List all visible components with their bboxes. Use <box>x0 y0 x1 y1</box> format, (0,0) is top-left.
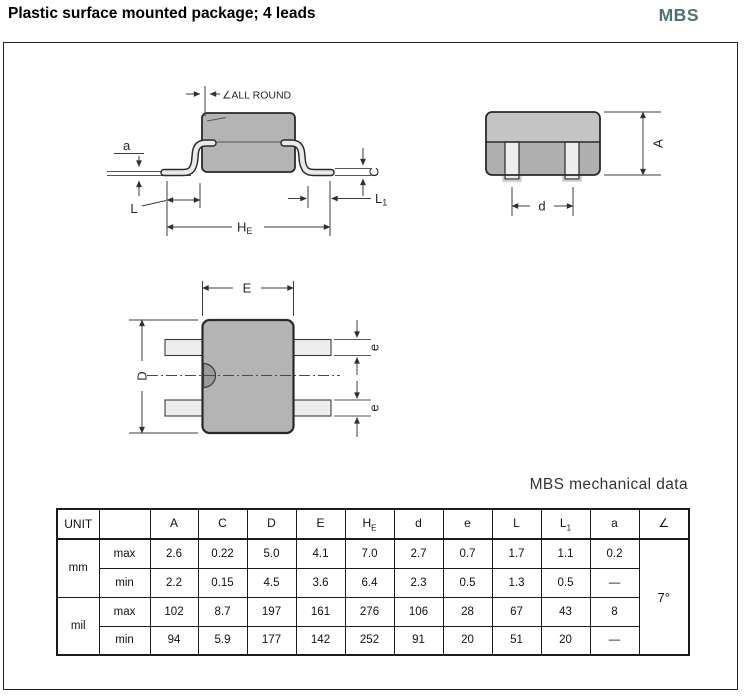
lead-top-view <box>293 340 331 356</box>
side-view <box>107 86 387 236</box>
limit-cell: min <box>99 626 150 655</box>
table-cell: 3.6 <box>296 568 345 597</box>
table-cell: 2.3 <box>394 568 443 597</box>
table-cell: 1.7 <box>492 539 541 568</box>
col-header: L <box>492 509 541 539</box>
table-row <box>57 626 689 655</box>
table-cell: 0.5 <box>541 568 590 597</box>
table-cell: 6.4 <box>345 568 394 597</box>
dim-e-bottom <box>334 381 382 437</box>
table-cell: 8 <box>590 597 639 626</box>
table-cell: 106 <box>394 597 443 626</box>
lead-front <box>505 142 519 179</box>
label-L1: L1 <box>375 191 388 208</box>
table-cell: 94 <box>150 626 198 655</box>
table-cell: 102 <box>150 597 198 626</box>
table-row <box>57 539 689 568</box>
table-cell: 0.2 <box>590 539 639 568</box>
lead-top-view <box>165 340 203 356</box>
table-cell: 1.1 <box>541 539 590 568</box>
table-cell: 142 <box>296 626 345 655</box>
lead-top-view <box>293 400 331 416</box>
label-A: A <box>650 139 666 148</box>
table-cell: — <box>590 626 639 655</box>
table-caption: MBS mechanical data <box>529 476 688 493</box>
lead-top-view <box>165 400 203 416</box>
dim-HE <box>167 181 330 236</box>
col-header: C <box>198 509 247 539</box>
table-cell: 2.2 <box>150 568 198 597</box>
col-header: E <box>296 509 345 539</box>
table-cell: 28 <box>443 597 492 626</box>
label-e: e <box>366 404 382 412</box>
mechanical-data-table <box>56 508 690 656</box>
page-title: Plastic surface mounted package; 4 leads <box>8 5 316 22</box>
blank-header <box>99 509 150 539</box>
label-d: d <box>538 198 546 214</box>
dim-e-top <box>334 320 382 375</box>
table-row <box>57 597 689 626</box>
end-view <box>486 112 666 216</box>
col-header: A <box>150 509 198 539</box>
dim-C <box>335 148 382 196</box>
table-cell: 177 <box>247 626 296 655</box>
table-cell: 7.0 <box>345 539 394 568</box>
table-header-row <box>57 509 689 539</box>
table-cell: 197 <box>247 597 296 626</box>
limit-cell: max <box>99 597 150 626</box>
package-body-top <box>203 320 294 433</box>
brand-logo: MBS <box>658 5 699 25</box>
table-cell: 67 <box>492 597 541 626</box>
col-header: d <box>394 509 443 539</box>
table-cell: 5.9 <box>198 626 247 655</box>
col-header: $H_E$ <box>345 509 394 539</box>
table-cell: 20 <box>541 626 590 655</box>
table-row <box>57 568 689 597</box>
table-cell: 51 <box>492 626 541 655</box>
table-cell: 0.22 <box>198 539 247 568</box>
table-cell: 0.15 <box>198 568 247 597</box>
table-cell: — <box>590 568 639 597</box>
label-D: D <box>134 371 150 381</box>
dim-E <box>203 281 294 317</box>
label-e: e <box>366 343 382 352</box>
package-top-face <box>486 112 600 142</box>
table-cell: 252 <box>345 626 394 655</box>
limit-cell: max <box>99 539 150 568</box>
table-cell: 91 <box>394 626 443 655</box>
table-cell: 2.6 <box>150 539 198 568</box>
table-cell: 1.3 <box>492 568 541 597</box>
col-header: a <box>590 509 639 539</box>
col-header: e <box>443 509 492 539</box>
table-cell: 0.7 <box>443 539 492 568</box>
dim-L1 <box>288 191 387 208</box>
table-cell: 0.5 <box>443 568 492 597</box>
table-cell: 43 <box>541 597 590 626</box>
top-view <box>129 281 382 438</box>
unit-cell: mm <box>57 539 99 597</box>
table-cell: 161 <box>296 597 345 626</box>
label-L: L <box>130 201 138 216</box>
table-cell: 8.7 <box>198 597 247 626</box>
dim-A <box>604 112 666 175</box>
table-cell: 276 <box>345 597 394 626</box>
label-a: a <box>123 138 131 153</box>
unit-header: UNIT <box>57 509 99 539</box>
dim-a <box>114 138 144 196</box>
label-C: C <box>366 167 382 177</box>
label-E: E <box>242 280 252 296</box>
table-cell: 20 <box>443 626 492 655</box>
table-cell: 4.5 <box>247 568 296 597</box>
table-cell: 4.1 <box>296 539 345 568</box>
dim-L <box>130 181 200 236</box>
lead-front <box>565 142 579 179</box>
dim-d <box>512 187 573 216</box>
angle-cell: 7° <box>639 539 689 655</box>
table-cell: 5.0 <box>247 539 296 568</box>
limit-cell: min <box>99 568 150 597</box>
col-header: $L_1$ <box>541 509 590 539</box>
col-header: ∠ <box>639 509 689 539</box>
all-round-annotation <box>186 86 292 116</box>
col-header: D <box>247 509 296 539</box>
label-HE: HE <box>237 219 253 236</box>
all-round-label: ∠ALL ROUND <box>222 89 292 102</box>
unit-cell: mil <box>57 597 99 655</box>
table-cell: 2.7 <box>394 539 443 568</box>
